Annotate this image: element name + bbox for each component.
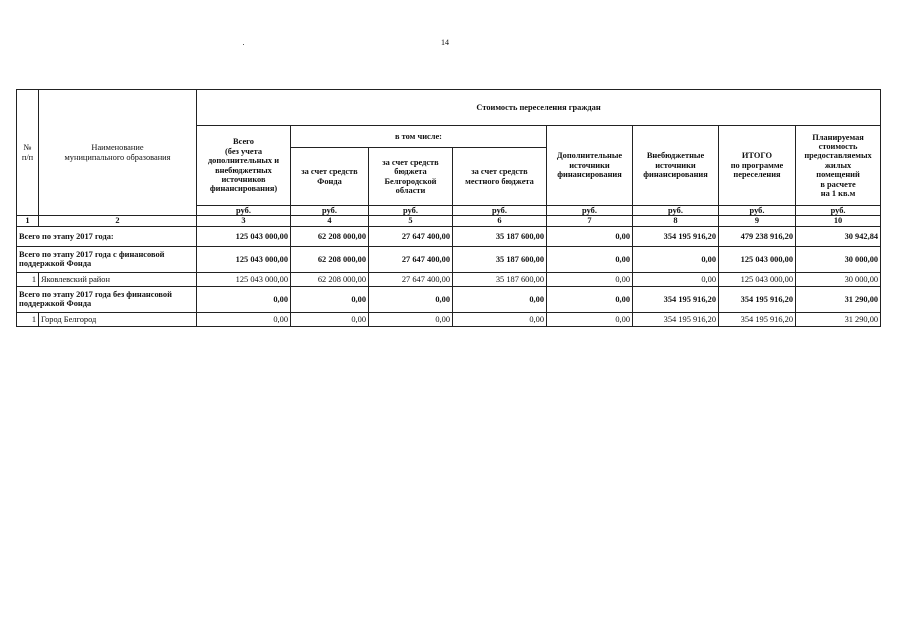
cell-fund: 62 208 000,00 <box>291 246 369 272</box>
header-group-title: Стоимость переселения граждан <box>197 90 881 126</box>
cell-total: 0,00 <box>197 312 291 326</box>
cell-total: 125 043 000,00 <box>197 226 291 246</box>
header-col-name: Наименование муниципального образования <box>39 90 197 216</box>
header-total: Всего (без учета дополнительных и внебюджетных источников финансирования) <box>197 126 291 206</box>
cell-region: 27 647 400,00 <box>369 226 453 246</box>
header-including: в том числе: <box>291 126 547 148</box>
cell-extrabudget: 0,00 <box>633 272 719 286</box>
header-extrabudget: Внебюджетные источники финансирования <box>633 126 719 206</box>
cell-local: 0,00 <box>453 312 547 326</box>
cell-itogo: 479 238 916,20 <box>719 226 796 246</box>
cell-itogo: 354 195 916,20 <box>719 312 796 326</box>
cell-additional: 0,00 <box>547 226 633 246</box>
header-itogo: ИТОГО по программе переселения <box>719 126 796 206</box>
table-row-total-2017 <box>17 226 881 246</box>
unit-cell: руб. <box>796 206 881 216</box>
cell-fund: 0,00 <box>291 312 369 326</box>
header-planned: Планируемая стоимость предоставляемых жилых помещений в расчете на 1 кв.м <box>796 126 881 206</box>
cell-fund: 62 208 000,00 <box>291 226 369 246</box>
cell-itogo: 125 043 000,00 <box>719 246 796 272</box>
header-col-num: № п/п <box>17 90 39 216</box>
cell-total: 0,00 <box>197 286 291 312</box>
cell-itogo: 354 195 916,20 <box>719 286 796 312</box>
unit-cell: руб. <box>197 206 291 216</box>
column-number: 1 <box>17 216 39 226</box>
row-name: Всего по этапу 2017 года с финансовой поддержкой Фонда <box>17 246 197 272</box>
unit-cell: руб. <box>453 206 547 216</box>
row-name: Всего по этапу 2017 года: <box>17 226 197 246</box>
cell-additional: 0,00 <box>547 286 633 312</box>
cell-local: 35 187 600,00 <box>453 226 547 246</box>
row-name: Яковлевский район <box>39 272 197 286</box>
cell-region: 0,00 <box>369 286 453 312</box>
cell-additional: 0,00 <box>547 246 633 272</box>
table-row <box>17 272 881 286</box>
unit-cell: руб. <box>633 206 719 216</box>
unit-cell: руб. <box>291 206 369 216</box>
column-number: 10 <box>796 216 881 226</box>
cell-region: 27 647 400,00 <box>369 272 453 286</box>
cell-total: 125 043 000,00 <box>197 272 291 286</box>
cell-extrabudget: 354 195 916,20 <box>633 312 719 326</box>
resettlement-cost-table <box>16 89 881 327</box>
header-fund: за счет средств Фонда <box>291 148 369 206</box>
cell-fund: 62 208 000,00 <box>291 272 369 286</box>
page-number: 14 <box>441 38 449 47</box>
unit-cell: руб. <box>719 206 796 216</box>
row-name: Город Белгород <box>39 312 197 326</box>
cell-fund: 0,00 <box>291 286 369 312</box>
cell-local: 35 187 600,00 <box>453 272 547 286</box>
column-number-row <box>17 216 881 226</box>
cell-planned: 31 290,00 <box>796 286 881 312</box>
cell-planned: 30 000,00 <box>796 272 881 286</box>
unit-cell: руб. <box>547 206 633 216</box>
scan-speck <box>243 44 244 45</box>
column-number: 6 <box>453 216 547 226</box>
cell-local: 35 187 600,00 <box>453 246 547 272</box>
cell-planned: 30 942,84 <box>796 226 881 246</box>
cell-extrabudget: 354 195 916,20 <box>633 226 719 246</box>
unit-cell: руб. <box>369 206 453 216</box>
column-number: 3 <box>197 216 291 226</box>
column-number: 2 <box>39 216 197 226</box>
header-region: за счет средств бюджета Белгородской области <box>369 148 453 206</box>
column-number: 5 <box>369 216 453 226</box>
cell-local: 0,00 <box>453 286 547 312</box>
cell-additional: 0,00 <box>547 312 633 326</box>
cell-region: 0,00 <box>369 312 453 326</box>
column-number: 8 <box>633 216 719 226</box>
cell-region: 27 647 400,00 <box>369 246 453 272</box>
cell-itogo: 125 043 000,00 <box>719 272 796 286</box>
header-local: за счет средств местного бюджета <box>453 148 547 206</box>
cell-total: 125 043 000,00 <box>197 246 291 272</box>
table-row-with-fund <box>17 246 881 272</box>
column-number: 9 <box>719 216 796 226</box>
column-number: 7 <box>547 216 633 226</box>
cell-planned: 31 290,00 <box>796 312 881 326</box>
table-row-without-fund <box>17 286 881 312</box>
header-additional: Дополнительные источники финансирования <box>547 126 633 206</box>
cell-extrabudget: 0,00 <box>633 246 719 272</box>
column-number: 4 <box>291 216 369 226</box>
cell-planned: 30 000,00 <box>796 246 881 272</box>
cell-additional: 0,00 <box>547 272 633 286</box>
row-num: 1 <box>17 272 39 286</box>
header-row-title <box>17 90 881 126</box>
row-name: Всего по этапу 2017 года без финансовой поддержкой Фонда <box>17 286 197 312</box>
table-row <box>17 312 881 326</box>
cell-extrabudget: 354 195 916,20 <box>633 286 719 312</box>
row-num: 1 <box>17 312 39 326</box>
